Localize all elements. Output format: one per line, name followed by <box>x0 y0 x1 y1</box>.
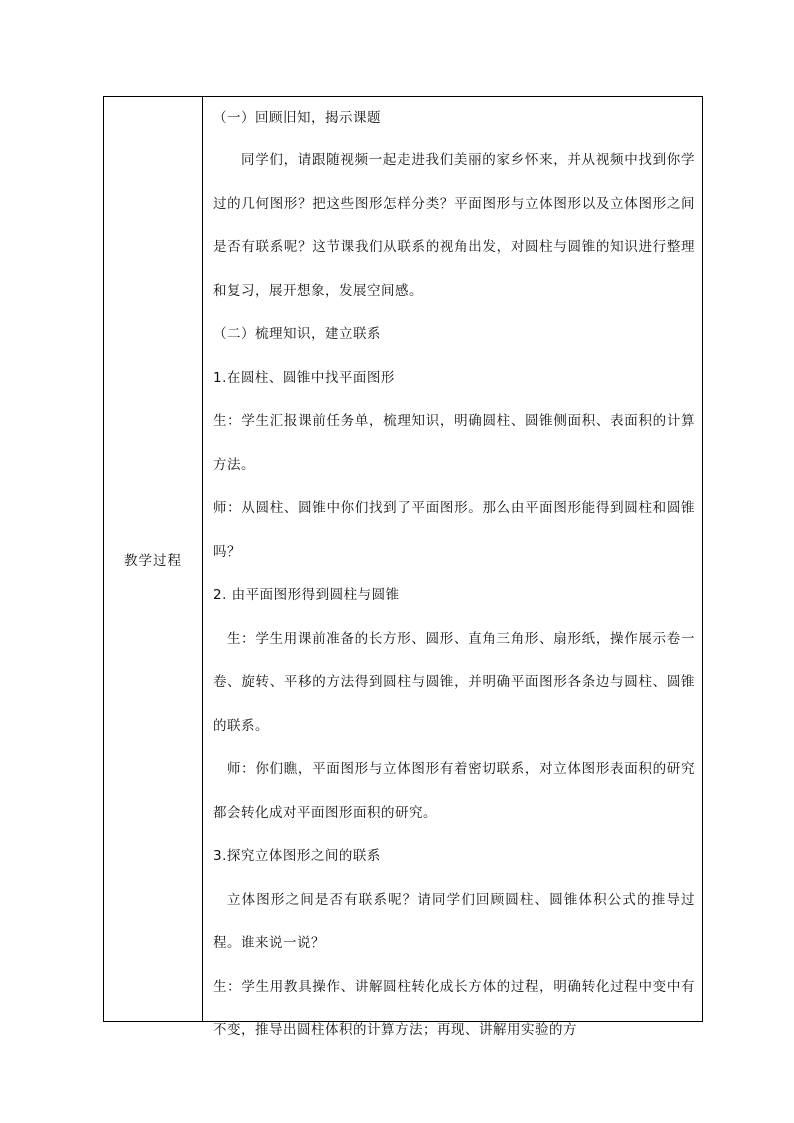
lesson-table <box>103 96 703 1038</box>
section-heading-review: （一）回顾旧知，揭示课题 <box>213 110 381 126</box>
paragraph-teacher-summary: 师：你们瞧，平面图形与立体图形有着密切联系，对立体图形表面积的研究都会转化成对平面图形面积的研究。 <box>213 761 695 821</box>
paragraph-teacher-question: 师：从圆柱、圆锥中你们找到了平面图形。那么由平面图形能得到圆柱和圆锥吗？ <box>213 500 695 560</box>
teaching-process-content <box>213 97 695 1038</box>
paragraph-student-operation: 生：学生用课前准备的长方形、圆形、直角三角形、扇形纸，操作展示卷一卷、旋转、平移的方法得到圆柱与圆锥，并明确平面图形各条边与圆柱、圆锥的联系。 <box>213 630 695 734</box>
row-label-teaching-process: 教学过程 <box>124 553 182 569</box>
subheading-solid-relations: 3.探究立体图形之间的联系 <box>213 848 381 864</box>
paragraph-student-report: 生：学生汇报课前任务单，梳理知识，明确圆柱、圆锥侧面积、表面积的计算方法。 <box>213 413 695 473</box>
paragraph-student-demo: 生：学生用教具操作、讲解圆柱转化成长方体的过程，明确转化过程中变中有不变，推导出圆柱体积的计算方法；再现、讲解用实验的方 <box>213 978 695 1038</box>
section-heading-organize: （二）梳理知识，建立联系 <box>213 326 381 342</box>
paragraph-solid-question: 立体图形之间是否有联系呢？请同学们回顾圆柱、圆锥体积公式的推导过程。谁来说一说？ <box>213 891 695 951</box>
paragraph-intro: 同学们，请跟随视频一起走进我们美丽的家乡怀来，并从视频中找到你学过的几何图形？把这些图形怎样分类？平面图形与立体图形以及立体图形之间是否有联系呢？这节课我们从联系的视角出发，对圆柱与圆锥的知识进行整理和复习，展开想象，发展空间感。 <box>213 152 695 299</box>
subheading-plane-to-solid: 2. 由平面图形得到圆柱与圆锥 <box>213 587 400 603</box>
column-divider <box>202 97 203 1021</box>
subheading-find-plane-figures: 1.在圆柱、圆锥中找平面图形 <box>213 369 395 386</box>
